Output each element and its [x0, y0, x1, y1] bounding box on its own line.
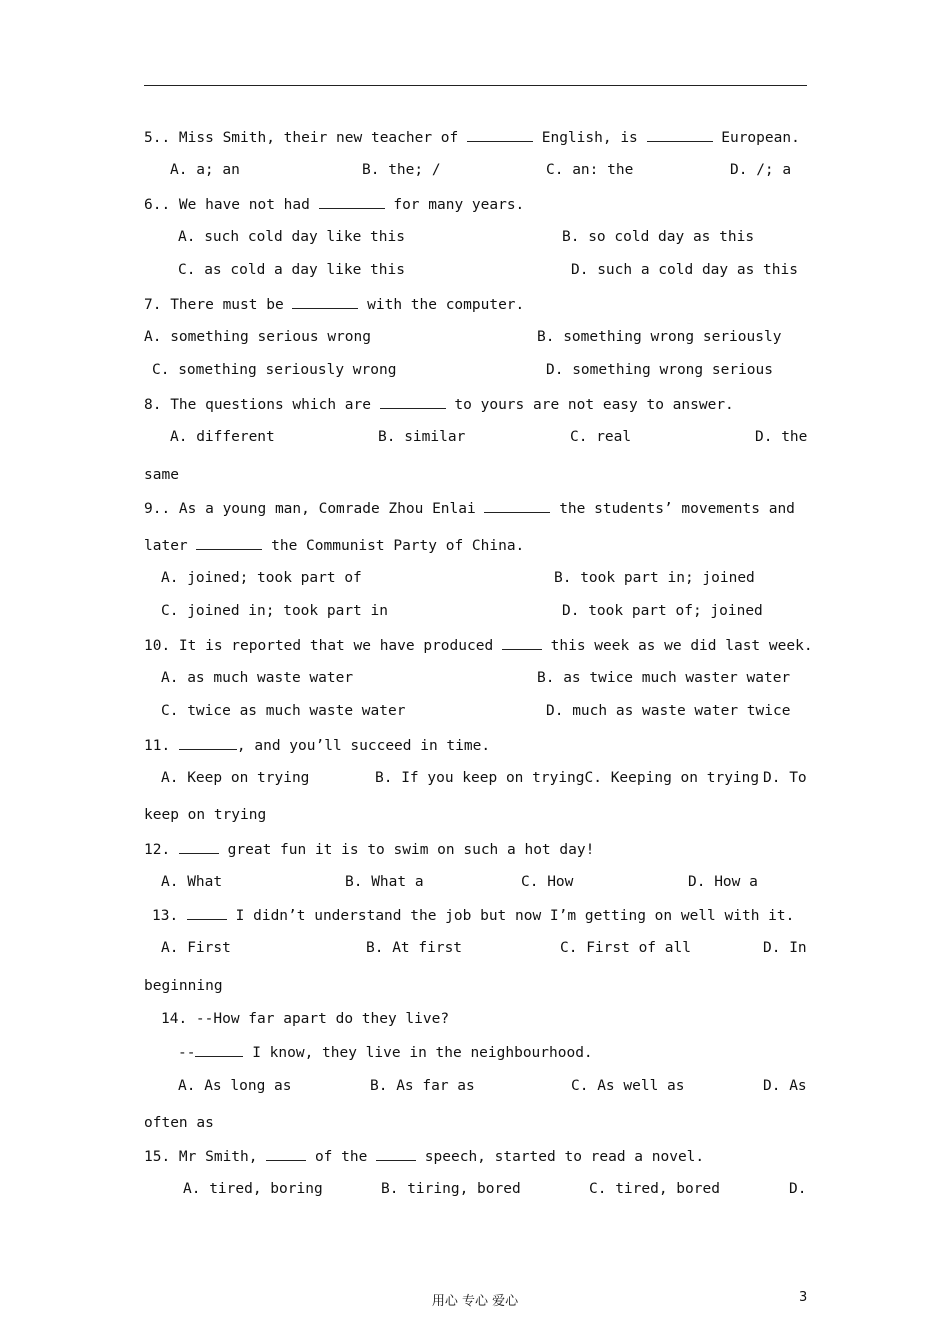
q12-stem: 12. great fun it is to swim on such a hot day! [144, 842, 595, 858]
q13-option-d-continued: beginning [144, 978, 223, 994]
q14-reply: -- I know, they live in the neighbourhood. [178, 1045, 593, 1061]
q5-stem: 5.. Miss Smith, their new teacher of English, is European. [144, 130, 800, 146]
blank [319, 195, 385, 209]
q15-stem: 15. Mr Smith, of the speech, started to read a novel. [144, 1149, 705, 1165]
blank [467, 128, 533, 142]
q6-option-c: C. as cold a day like this [178, 262, 405, 278]
q11-stem: 11. , and you’ll succeed in time. [144, 738, 491, 754]
blank [179, 840, 219, 854]
q9-option-d: D. took part of; joined [562, 603, 763, 619]
q7-option-c: C. something seriously wrong [152, 362, 397, 378]
q5-option-a: A. a; an [170, 162, 240, 178]
q8-option-d: D. the [755, 429, 808, 445]
q14-option-b: B. As far as [370, 1078, 475, 1094]
blank [376, 1147, 416, 1161]
q12-option-c: C. How [521, 874, 574, 890]
page-number: 3 [799, 1290, 808, 1305]
blank [647, 128, 713, 142]
q11-option-d: D. To [763, 770, 807, 786]
q12-option-a: A. What [161, 874, 223, 890]
q8-option-a: A. different [170, 429, 275, 445]
blank [195, 1043, 243, 1057]
footer-motto: 用心 专心 爱心 [431, 1294, 519, 1309]
q7-option-a: A. something serious wrong [144, 329, 371, 345]
q14-option-d: D. As [763, 1078, 807, 1094]
q10-option-d: D. much as waste water twice [546, 703, 791, 719]
q6-stem: 6.. We have not had for many years. [144, 197, 525, 213]
q15-option-b: B. tiring, bored [381, 1181, 521, 1197]
q10-option-b: B. as twice much waster water [537, 670, 791, 686]
q15-option-d: D. [789, 1181, 807, 1197]
q12-option-d: D. How a [688, 874, 758, 890]
q8-option-b: B. similar [378, 429, 466, 445]
q8-stem: 8. The questions which are to yours are not easy to answer. [144, 397, 734, 413]
q13-option-b: B. At first [366, 940, 463, 956]
q13-option-a: A. First [161, 940, 231, 956]
q11-option-d-continued: keep on trying [144, 807, 267, 823]
q15-option-c: C. tired, bored [589, 1181, 720, 1197]
q7-option-d: D. something wrong serious [546, 362, 773, 378]
q11-option-a: A. Keep on trying [161, 770, 310, 786]
q12-option-b: B. What a [345, 874, 424, 890]
q13-option-d: D. In [763, 940, 807, 956]
q10-option-a: A. as much waste water [161, 670, 354, 686]
blank [179, 736, 237, 750]
q13-option-c: C. First of all [560, 940, 691, 956]
header-rule [144, 85, 807, 86]
q8-option-d-continued: same [144, 467, 179, 483]
blank [187, 906, 227, 920]
q9-stem-line1: 9.. As a young man, Comrade Zhou Enlai the students’ movements and [144, 501, 795, 517]
q9-option-b: B. took part in; joined [554, 570, 755, 586]
q14-option-a: A. As long as [178, 1078, 292, 1094]
blank [292, 295, 358, 309]
q14-option-d-continued: often as [144, 1115, 214, 1131]
blank [484, 499, 550, 513]
q5-option-d: D. /; a [730, 162, 792, 178]
q6-option-d: D. such a cold day as this [571, 262, 798, 278]
blank [380, 395, 446, 409]
blank [196, 536, 262, 550]
q6-option-a: A. such cold day like this [178, 229, 405, 245]
q7-option-b: B. something wrong seriously [537, 329, 782, 345]
q5-option-c: C. an: the [546, 162, 634, 178]
q9-stem-line2: later the Communist Party of China. [144, 538, 525, 554]
q7-stem: 7. There must be with the computer. [144, 297, 525, 313]
q11-option-b-c: B. If you keep on tryingC. Keeping on trying [375, 770, 760, 786]
q9-option-a: A. joined; took part of [161, 570, 362, 586]
q13-stem: 13. I didn’t understand the job but now I’m getting on well with it. [152, 908, 795, 924]
q14-option-c: C. As well as [571, 1078, 685, 1094]
q10-stem: 10. It is reported that we have produced this week as we did last week. [144, 638, 813, 654]
q14-stem: 14. --How far apart do they live? [161, 1011, 450, 1027]
q5-option-b: B. the; / [362, 162, 441, 178]
q15-option-a: A. tired, boring [183, 1181, 323, 1197]
q9-option-c: C. joined in; took part in [161, 603, 388, 619]
blank [266, 1147, 306, 1161]
q8-option-c: C. real [570, 429, 632, 445]
blank [502, 636, 542, 650]
q10-option-c: C. twice as much waste water [161, 703, 406, 719]
q6-option-b: B. so cold day as this [562, 229, 755, 245]
